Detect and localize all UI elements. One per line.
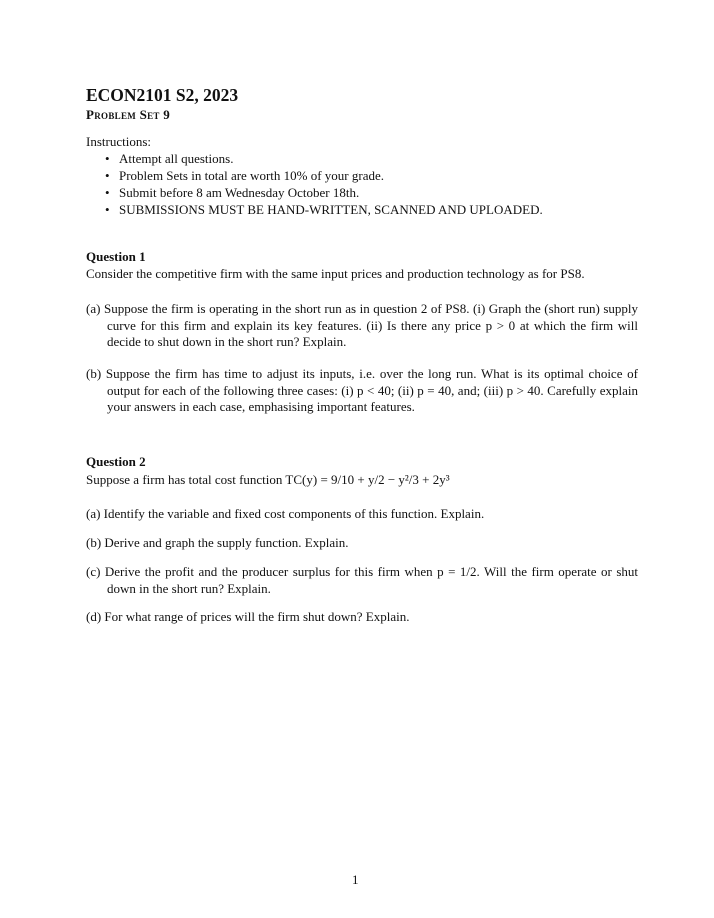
list-item: • Attempt all questions. (105, 151, 234, 166)
question2-intro: Suppose a firm has total cost function TC(y) = 9/10 + y/2 − y²/3 + 2y³ (86, 472, 450, 487)
instructions-label: Instructions: (86, 134, 151, 149)
question1-intro: Consider the competitive firm with the same input prices and production technology as for PS8. (86, 266, 585, 281)
instructions-list (105, 150, 543, 218)
question1-part-b (86, 366, 638, 416)
question1-part-a (86, 301, 638, 351)
document-subtitle: Problem Set 9 (86, 107, 171, 122)
question1-part-a-text: (a) Suppose the firm is operating in the short run as in question 2 of PS8. (i) Graph the (short run) supply curve for this firm and explain its key features. (ii) Is there any price p > 0 at which the firm will decide to shut down in the short run? Explain. (86, 301, 638, 349)
list-item: • SUBMISSIONS MUST BE HAND-WRITTEN, SCANNED AND UPLOADED. (105, 202, 543, 217)
bullet-icon: • (105, 151, 110, 166)
question2-part-a-text: (a) Identify the variable and fixed cost components of this function. Explain. (86, 506, 485, 521)
bullet-icon: • (105, 168, 110, 183)
list-item: • Submit before 8 am Wednesday October 18th. (105, 185, 360, 200)
question2-heading: Question 2 (86, 454, 146, 469)
question2-part-d-text: (d) For what range of prices will the firm shut down? Explain. (86, 609, 410, 624)
question2-part-d (86, 609, 638, 626)
bullet-icon: • (105, 202, 110, 217)
question2-part-c (86, 564, 638, 597)
list-item: • Problem Sets in total are worth 10% of your grade. (105, 168, 384, 183)
question1-heading: Question 1 (86, 249, 146, 264)
question2-part-a (86, 506, 638, 523)
question2-part-b (86, 535, 638, 552)
question2-part-b-text: (b) Derive and graph the supply function. Explain. (86, 535, 349, 550)
bullet-icon: • (105, 185, 110, 200)
question2-part-c-text: (c) Derive the profit and the producer surplus for this firm when p = 1/2. Will the firm operate or shut down in the short run? Explain. (86, 564, 638, 596)
page-number: 1 (352, 872, 359, 887)
question1-part-b-text: (b) Suppose the firm has time to adjust its inputs, i.e. over the long run. What is its optimal choice of output for each of the following three cases: (i) p < 40; (ii) p = 40, and; (iii) p > 40. Carefully explain your answers in each case, emphasising important features. (86, 366, 638, 414)
document-title: ECON2101 S2, 2023 (86, 85, 239, 105)
